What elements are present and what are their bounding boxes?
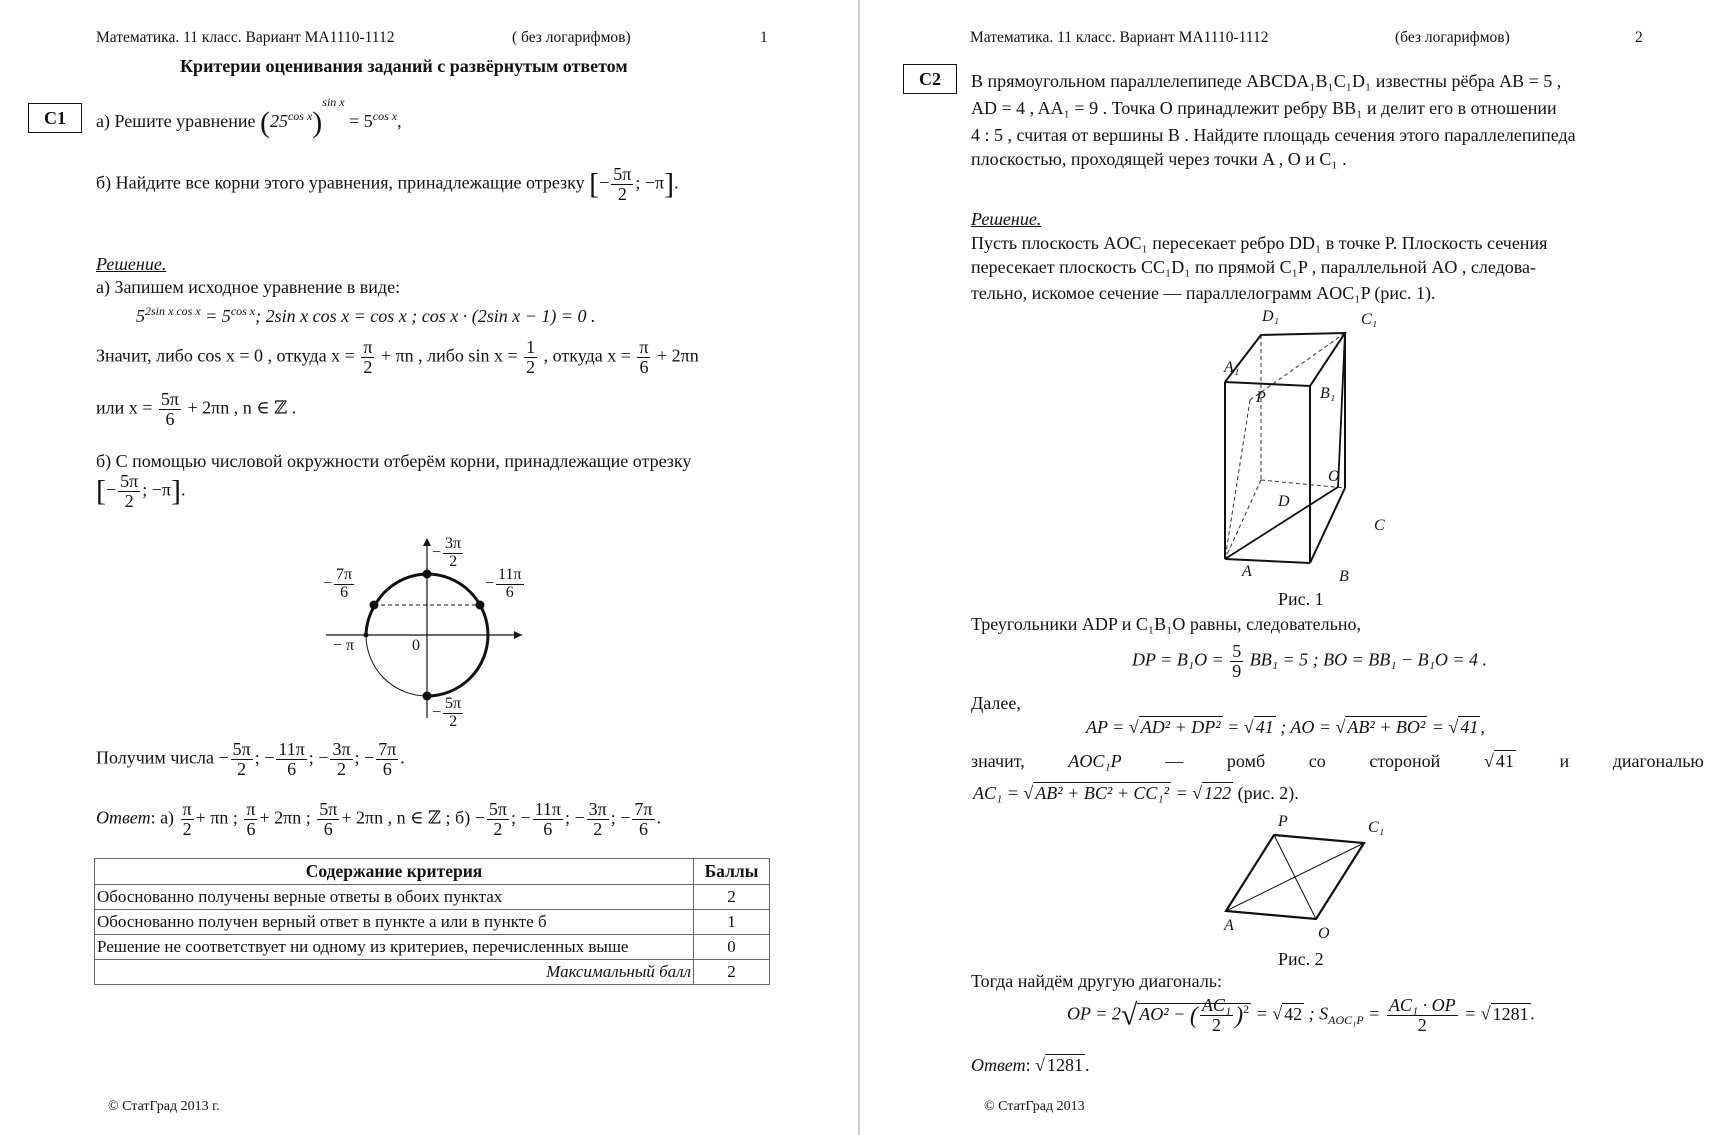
point-top <box>423 570 432 579</box>
ap-ao-formula: AP = √ AD² + DP² = √ 41 ; AO = √ AB² + BO² = √ 41 , <box>1086 717 1485 737</box>
point-bottom <box>423 692 432 701</box>
fig1-label-d: D <box>1278 493 1290 510</box>
task-label-c2: С2 <box>903 64 957 94</box>
x-axis-arrow <box>514 631 522 639</box>
task-c2-line1: В прямоугольном параллелепипеде ABCDA₁B₁C₁D₁ известны рёбра AB = 5 , <box>971 71 1562 91</box>
task-c2-line2: AD = 4 , AA₁ = 9 . Точка O принадлежит ребру BB₁ и делит его в отношении <box>971 98 1557 118</box>
figure-2-rhombus <box>1220 825 1370 925</box>
circle-label-left: − π <box>333 637 355 654</box>
task-a-outer-exp: sin x <box>322 95 345 110</box>
fig1-label-b1: B₁ <box>1320 385 1336 402</box>
selected-arc-end <box>366 605 375 635</box>
rhombus-line: значит, AOC₁P — ромб со стороной √ 41 и диагональю <box>971 751 1704 771</box>
header-title: Математика. 11 класс. Вариант МА1110-1112 <box>96 29 395 46</box>
solution-label: Решение. <box>96 254 167 274</box>
answer-c1: Ответ: а) $\frac{\pi}{2}$ + πn ; $\frac{\pi}{6}$ + 2πn ; $\frac{5\pi}{6}$ + 2πn , n ∈ ℤ ; б) − $\frac{5\pi}{2}$ ; − $\frac{11\pi}{6}$ ; − $\frac{3\pi}{2}$ ; − $\frac{7\pi}{6}$ . <box>96 799 662 839</box>
fig1-label-c: C <box>1374 517 1385 534</box>
page-right <box>860 0 1714 1135</box>
table-row <box>95 909 770 934</box>
edge-ap <box>1225 400 1250 559</box>
ac1-formula: AC₁ = √ AB² + BC² + CC₁² = √ 122 (рис. 2). <box>973 783 1299 803</box>
fig1-label-d1: D₁ <box>1262 308 1280 325</box>
fig1-label-o: O <box>1328 468 1340 485</box>
solution-line3: тельно, искомое сечение — параллелограмм AOC₁P (рис. 1). <box>971 283 1436 303</box>
criterion-text: Обоснованно получены верные ответы в обоих пунктах <box>95 884 694 909</box>
table-header-criterion: Содержание критерия <box>95 859 694 885</box>
solution-b-interval: [− $\frac{5\pi}{2}$ ; −π]. <box>96 471 186 511</box>
circle-label-bottom: − $\frac{5\pi}{2}$ <box>432 695 462 730</box>
answer-c2: Ответ: √ 1281 . <box>971 1055 1090 1075</box>
op-area-formula: OP = 2√ AO² − ( $\frac{\text{AC₁}}{2}$ )$^2$ = √ 42 ; $S_{AOC_1P}$ = $\frac{\text{AC₁ · OP}}{2}$ = √ 1281 . <box>1067 995 1536 1035</box>
task-c2-line4: плоскостью, проходящей через точки A , O и C₁ . <box>971 149 1347 169</box>
footer: © СтатГрад 2013 <box>984 1099 1085 1114</box>
figure-1-parallelepiped <box>1210 305 1410 585</box>
other-diagonal-text: Тогда найдём другую диагональ: <box>971 971 1223 991</box>
fig2-label-c1: C₁ <box>1368 819 1385 836</box>
footer: © СтатГрад 2013 г. <box>108 1099 220 1114</box>
solution-a-equation: $5^{2sin x cos x} = 5^{cos x}$; 2sin x cos x = cos x ; cos x · (2sin x − 1) = 0 . <box>136 304 596 326</box>
circle-label-top: − $\frac{3\pi}{2}$ <box>432 535 462 570</box>
section-oc1 <box>1338 333 1345 487</box>
task-label-c1: С1 <box>28 103 82 133</box>
dp-formula: DP = B₁O = $\frac{5}{9}$ BB₁ = 5 ; BO = BB₁ − B₁O = 4 . <box>1132 641 1488 681</box>
solution-line1: Пусть плоскость AOC₁ пересекает ребро DD₁ в точке P. Плоскость сечения <box>971 233 1548 253</box>
table-row <box>95 934 770 959</box>
solution-a-roots-line2: или x = $\frac{5\pi}{6}$ + 2πn , n ∈ ℤ . <box>96 389 297 429</box>
fig1-label-a: A <box>1242 563 1252 580</box>
max-score-label: Максимальный балл <box>95 960 694 985</box>
header-note: ( без логарифмов) <box>512 29 631 46</box>
task-a-rhs-exp: cos x <box>372 109 398 124</box>
criterion-points: 2 <box>694 884 770 909</box>
fig1-label-a1: A₁ <box>1224 359 1240 376</box>
further-text: Далее, <box>971 693 1021 713</box>
criterion-points: 0 <box>694 934 770 959</box>
table-max-row <box>95 960 770 985</box>
task-a-rhs: = 5 <box>349 111 373 132</box>
criterion-text: Решение не соответствует ни одному из критериев, перечисленных выше <box>95 934 694 959</box>
page-number: 2 <box>1635 29 1643 46</box>
fig2-label-o: O <box>1318 925 1330 942</box>
point-left <box>364 633 369 638</box>
circle-label-zero: 0 <box>412 637 420 654</box>
fig2-label-a: A <box>1224 917 1234 934</box>
point-top-left <box>370 601 379 610</box>
task-a-prefix: а) Решите уравнение <box>96 111 256 132</box>
solution-line2: пересекает плоскость CC₁D₁ по прямой C₁P , параллельной AO , следова- <box>971 257 1537 277</box>
table-row <box>95 884 770 909</box>
top-face <box>1225 333 1345 386</box>
task-c2-line3: 4 : 5 , считая от вершины B . Найдите площадь сечения этого параллелепипеда <box>971 125 1576 145</box>
solution-a-intro: а) Запишем исходное уравнение в виде: <box>96 277 401 297</box>
edge-ab <box>1225 559 1310 563</box>
fig1-label-c1: C₁ <box>1361 311 1378 328</box>
criterion-text: Обоснованно получен верный ответ в пункте а или в пункте б <box>95 909 694 934</box>
circle-label-top-right: − $\frac{11\pi}{6}$ <box>485 566 522 601</box>
fig1-label-p: P <box>1256 389 1266 406</box>
table-header-row <box>95 859 770 885</box>
task-c1-a: а) Решите уравнение $(25^{cos x})^{sin x} = 5^{cos x}$, <box>96 95 402 139</box>
fig2-caption: Рис. 2 <box>1278 949 1324 969</box>
header-title: Математика. 11 класс. Вариант МА1110-1112 <box>970 29 1269 46</box>
fig1-caption: Рис. 1 <box>1278 589 1324 609</box>
task-a-base: 25 <box>269 111 288 132</box>
criterion-points: 1 <box>694 909 770 934</box>
edge-bc <box>1310 488 1345 563</box>
task-a-inner-exp: cos x <box>287 109 313 124</box>
fig1-label-b: B <box>1339 568 1349 585</box>
header-note: (без логарифмов) <box>1395 29 1510 46</box>
solution-b-intro: б) С помощью числовой окружности отберём корни, принадлежащие отрезку <box>96 451 692 471</box>
circle-label-top-left: − $\frac{7\pi}{6}$ <box>323 566 353 601</box>
y-axis-arrow <box>423 538 431 546</box>
fig2-label-p: P <box>1278 813 1288 830</box>
solution-label: Решение. <box>971 209 1042 229</box>
solution-a-roots-line: Значит, либо cos x = 0 , откуда x = $\frac{\pi}{2}$ + πn , либо sin x = $\frac{1}{2}$ , откуда x = $\frac{\pi}{6}$ + 2πn <box>96 337 699 377</box>
result-numbers: Получим числа − $\frac{5\pi}{2}$ ; − $\frac{11\pi}{6}$ ; − $\frac{3\pi}{2}$ ; − $\frac{7\pi}{6}$ . <box>96 739 405 779</box>
table-header-points: Баллы <box>694 859 770 885</box>
task-b-prefix: б) Найдите все корни этого уравнения, принадлежащие отрезку <box>96 172 585 193</box>
point-top-right <box>476 601 485 610</box>
triangles-text: Треугольники ADP и C₁B₁O равны, следовательно, <box>971 614 1361 634</box>
max-score-value: 2 <box>694 960 770 985</box>
page-number: 1 <box>760 29 768 46</box>
number-circle-diagram <box>300 530 560 740</box>
page-heading: Критерии оценивания заданий с развёрнутым ответом <box>180 56 628 76</box>
task-c1-b: б) Найдите все корни этого уравнения, принадлежащие отрезку [− $\frac{5\pi}{2}$ ; −π]. <box>96 164 679 204</box>
criteria-table <box>94 858 770 985</box>
